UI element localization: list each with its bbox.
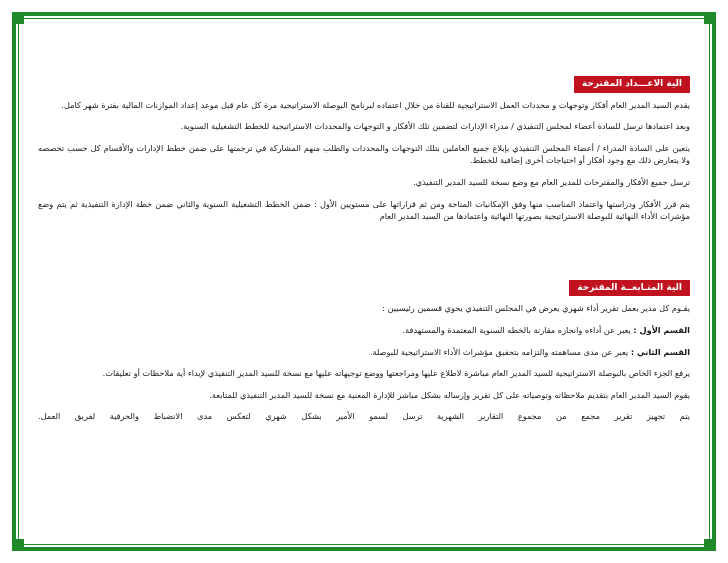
paragraph: يقدم السيد المدير العام أفكار وتوجهات و محددات العمل الاستراتيجية للقناة من خلال اعتماده لبرنامج البوصلة الاستراتيجية مرة كل عام قبل موعد إعداد الموازنات المالية بفترة شهر كامل.	[61, 99, 690, 110]
paragraph-intro: يقـوم كل مدير بعمل تقرير أداء شهري يعرض في المجلس التنفيذي يحوي قسمين رئيسيين :	[382, 303, 690, 314]
corner-ornament-top-left	[12, 12, 24, 24]
paragraph: يتعين على السادة المدراء / أعضاء المجلس التنفيذي بإبلاغ جميع العاملين بتلك التوجهات والمحددات والطلب منهم المشاركة في ترجمتها على ضمن خطط الإدارات والأقسام كل حسب تخصصه ولا يتعارض ذلك مع وجود أفكار أو احتياجات أخرى إضافية للخطط.	[38, 142, 690, 166]
paragraph: يتم تجهيز تقرير مجمع من مجموع التقارير الشهرية ترسل لسمو الأمير بشكل شهري لتعكس مدى الانضباط والحرفية لفريق العمل.	[38, 411, 690, 422]
section-heading-followup: الية المتـابعــة المقترحة	[569, 280, 690, 297]
paragraph: يتم فرز الأفكار ودراستها واعتماد المناسب منها وفق الإمكانيات المتاحة ومن ثم قراراتها على مستويين الأول : ضمن الخطط التشغيلية السنوية والثاني ضمن خطة الإدارة التنفيذية ثم يتم وضع مؤشرات الأداء النهائية للبوصلة الاستراتيجية بصورتها النهائية واعتمادها من السيد المدير العام	[38, 198, 690, 222]
corner-ornament-bottom-right	[704, 539, 716, 551]
paragraph-part2	[38, 346, 690, 359]
section-followup	[38, 276, 690, 423]
part2-label: القسم الثاني :	[630, 346, 690, 357]
paragraph: ترسل جميع الأفكار والمقترحات للمدير العام مع وضع نسخة للسيد المدير التنفيذي.	[413, 176, 690, 187]
part1-label: القسم الأول :	[633, 324, 690, 335]
document-body	[38, 72, 690, 432]
part1-text: يعبر عن أداءه وانجازه مقارنة بالخطه السنوية المعتمدة والمستهدفة.	[402, 324, 634, 335]
part2-text: يعبر عن مدى مساهمته والتزامه بتحقيق مؤشرات الأداء الاستراتيجية للبوصلة.	[369, 346, 631, 357]
section-heading-preparation: الية الاعـــداد المقترحة	[574, 76, 690, 93]
paragraph-part1	[38, 324, 690, 337]
corner-ornament-bottom-left	[12, 539, 24, 551]
paragraph: وبعد اعتمادها ترسل للسادة أعضاء لمجلس التنفيذي / مدراء الإدارات لتضمين تلك الأفكار و التوجهات والمحددات الاستراتيجية للخطط التشغيلية السنوية.	[180, 121, 690, 132]
paragraph: يقوم السيد المدير العام بتقديم ملاحظاته وتوصياته على كل تقرير وإرساله بشكل مباشر للإدارة المعنية مع نسخة للسيد المدير التنفيذي للمتابعة.	[209, 389, 690, 400]
section-preparation	[38, 72, 690, 223]
paragraph: يرفع الجزء الخاص بالبوصلة الاستراتيجية للسيد المدير العام مباشرة لاطلاع عليها ومراجعتها ووضع توجيهاته عليها مع نسخة للسيد المدير التنفيذي لإبداء أية ملاحظات أو تعليقات.	[102, 368, 690, 379]
section-spacer	[38, 232, 690, 276]
corner-ornament-top-right	[704, 12, 716, 24]
